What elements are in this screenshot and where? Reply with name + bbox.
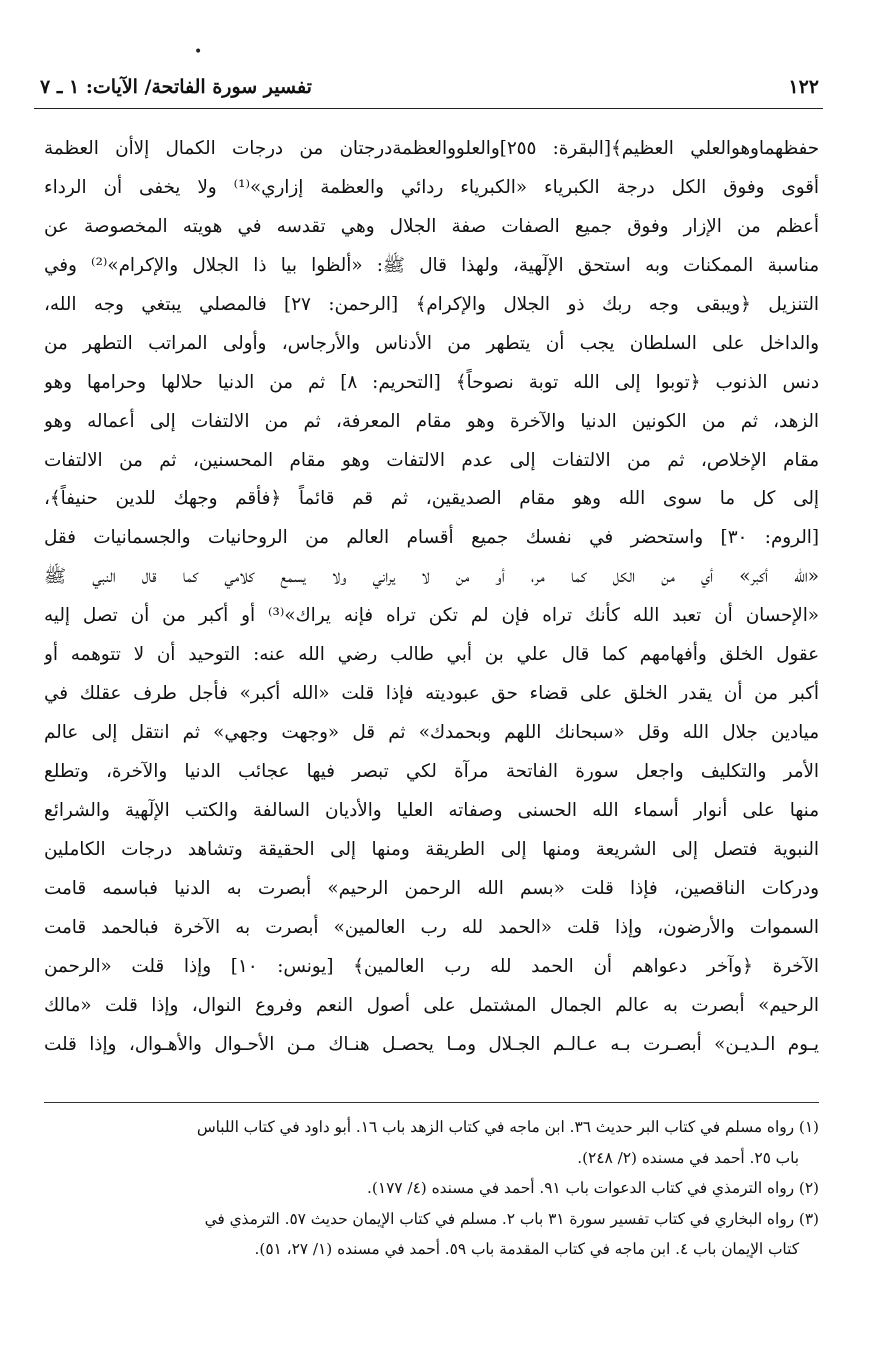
text-line: مقام الإخلاص، ثم من الالتفات إلى عدم الالتفات وهو مقام المحسنين، ثم من الالتفات [44,449,819,471]
text-line: الرحيم» أبصرت به عالم الجمال المشتمل على أصول النعم وفروع النوال، وإذا قلت «مالك [44,994,819,1016]
page-header [40,70,819,104]
text-line: أقوى وفوق الكل درجة الكبرياء «الكبرياء ردائي والعظمة إزاري»⁽¹⁾ ولا يخفى أن الرداء [44,176,819,198]
text-line: السموات والأرضون، وإذا قلت «الحمد لله رب العالمين» أبصرت به الآخرة فبالحمد قامت [44,916,819,938]
text-line: منها على أنوار أسماء الله الحسنى وصفاته العليا والأديان السالفة والكتب الإلٓهية والشرائع [44,799,819,821]
text-line: عقول الخلق وأفهامهم كما قال علي بن أبي طالب رضي الله عنه: التوحيد أن لا تتوهمه أو [44,644,819,666]
footnote-1-line: باب ٢٥. أحمد في مسنده (٢/ ٢٤٨). [577,1148,799,1167]
text-line: إلى كل ما سوى الله وهو مقام الصديقين، ثم قم قائماً ﴿فأقم وجهك للدين حنيفاً﴾، [44,488,819,510]
text-line: [الروم: ٣٠] واستحضر في نفسك جميع أقسام العالم من الروحانيات والجسمانيات فقل [44,527,819,549]
footnotes [44,1112,819,1265]
page-number: ١٢٢ [788,76,819,98]
text-line: ودركات الناقصين، فإذا قلت «بسم الله الرحمن الرحيم» أبصرت به الدنيا فباسمه قامت [44,877,819,899]
text-line: الأمر والتكليف واجعل سورة الفاتحة مرآة لكي تبصر فيها عجائب الدنيا والآخرة، وتطلع [44,761,819,782]
text-line: حفظهماوهوالعلي العظيم﴾[البقرة: ٢٥٥]والعلووالعظمةدرجتان من درجات الكمال إلاأن العظمة [44,138,819,159]
text-line: يـوم الـديـن» أبصـرت بـه عـالـم الجـلال ومـا يحصـل هنـاك مـن الأحـوال والأهـوال، وإذا قلت [44,1033,819,1055]
text-line: الزهد، ثم من الكونين الدنيا والآخرة وهو مقام المعرفة، ثم من الالتفات إلى أعماله وهو [44,410,819,432]
footnote-divider [44,1102,819,1103]
text-line: والداخل على السلطان يجب أن يتطهر من الأدناس والأرجاس، وأولى المراتب التطهر من [44,332,819,354]
footnote-3-line: (٣) رواه البخاري في كتاب تفسير سورة ٣١ باب ٢. مسلم في كتاب الإيمان حديث ٥٧. الترمذي في [204,1209,819,1228]
text-line: «الله أكبر» أي من الكل كما مر، أو من لا يراني ولا يسمع كلامي كما قال النبي ﷺ [44,566,819,588]
text-line: التنزيل ﴿ويبقى وجه ربك ذو الجلال والإكرام﴾ [الرحمن: ٢٧] فالمصلي يبتغي وجه الله، [44,293,819,315]
main-text [44,130,819,1065]
text-line: الآخرة ﴿وآخر دعواهم أن الحمد لله رب العالمين﴾ [يونس: ١٠] وإذا قلت «الرحمن [44,955,819,977]
print-mark: • [194,44,203,60]
text-line: النبوية فتصل إلى الشريعة ومنها إلى الطريقة ومنها إلى الحقيقة وتشاهد درجات الكاملين [44,838,819,860]
header-divider [34,108,823,109]
footnote-2-line: (٢) رواه الترمذي في كتاب الدعوات باب ٩١. أحمد في مسنده (٤/ ١٧٧). [367,1179,819,1198]
footnote-3-line: كتاب الإيمان باب ٤. ابن ماجه في كتاب المقدمة باب ٥٩. أحمد في مسنده (١/ ٢٧، ٥١). [254,1240,799,1259]
text-line: دنس الذنوب ﴿توبوا إلى الله توبة نصوحاً﴾ [التحريم: ٨] ثم من الدنيا حلالها وحرامها وهو [44,371,819,393]
text-line: أعظم من الإزار وفوق جميع الصفات صفة الجلال وهي تقدسه في هويته المخصوصة عن [44,215,819,237]
running-title: تفسير سورة الفاتحة/ الآيات: ١ ـ ٧ [40,76,312,98]
text-line: مناسبة الممكنات وبه استحق الإلٓهية، ولهذا قال ﷺ: «ألظوا بيا ذا الجلال والإكرام»⁽²⁾ وفي [44,254,819,276]
text-line: ميادين جلال الله وقل «سبحانك اللهم وبحمدك» ثم قل «وجهت وجهي» ثم انتقل إلى عالم [44,722,819,744]
text-line: «الإحسان أن تعبد الله كأنك تراه فإن لم تكن تراه فإنه يراك»⁽³⁾ أو أكبر من أن تصل إليه [44,605,819,627]
text-line: أكبر من أن يقدر الخلق على قضاء حق عبوديته فإذا قلت «الله أكبر» فأجل طرف عقلك في [44,683,819,705]
footnote-1-line: (١) رواه مسلم في كتاب البر حديث ٣٦. ابن ماجه في كتاب الزهد باب ١٦. أبو داود في كتاب اللباس [196,1118,819,1136]
